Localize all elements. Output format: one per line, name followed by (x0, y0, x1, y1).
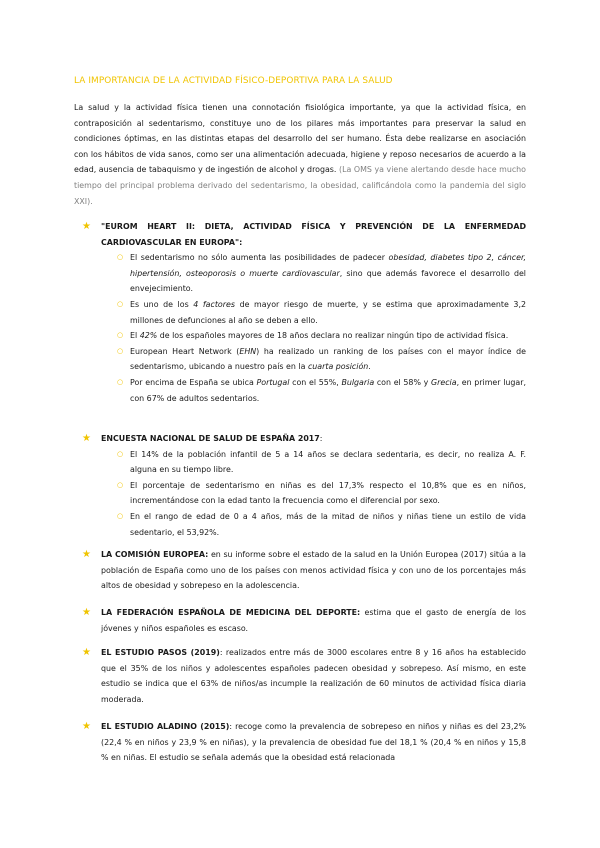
section-estudio-aladino: ★ EL ESTUDIO ALADINO (2015): recoge como la prevalencia de sobrepeso en niños y niñas es del 23,2% (22,4 % en niños y 23,9 % en niñas), y la prevalencia de obesidad fue del 18,1 % (20,4 % en niños y 15,8 % en niñas. El estudio se señala además que la obesidad está relacionada (82, 721, 526, 763)
section-estudio-pasos: ★ EL ESTUDIO PASOS (2019): realizados entre más de 3000 escolares entre 8 y 16 años ha establecido que el 35% de los niños y adolescentes españoles padecen obesidad y sobrepeso. Así mismo, en este estudio se indica que el 63% de niños/as incumple la realización de 60 minutos de actividad física diaria moderada. (82, 647, 526, 704)
circle-icon: ○ (117, 511, 124, 520)
section-comision-europea: ★ LA COMISIÓN EUROPEA: en su informe sobre el estado de la salud en la Unión Europea (2017) sitúa a la población de España como uno de los países con menos actividad física y con uno de los porcentajes más altos de obesidad y sobrepeso en la adolescencia. (82, 549, 526, 591)
star-icon: ★ (82, 221, 91, 232)
section-federacion: ★ LA FEDERACIÓN ESPAÑOLA DE MEDICINA DEL DEPORTE: estima que el gasto de energía de los jóvenes y niños españoles es escaso. (82, 607, 526, 633)
circle-icon: ○ (117, 331, 124, 340)
circle-icon: ○ (117, 377, 124, 386)
star-icon: ★ (82, 549, 91, 560)
section-eurom-heart (74, 219, 526, 406)
circle-icon: ○ (117, 449, 124, 458)
section-heading: LA COMISIÓN EUROPEA: (101, 550, 209, 559)
circle-icon: ○ (117, 299, 124, 308)
list-item: ○ En el rango de edad de 0 a 4 años, más de la mitad de niños y niñas tiene un estilo de vida sedentario, el 53,92%. (74, 509, 526, 540)
star-icon: ★ (82, 607, 91, 618)
intro-text: La salud y la actividad física tienen una connotación fisiológica importante, ya que la actividad física, en contraposición al sedentarismo, constituye uno de los pilares más importantes para preservar la salud en condiciones óptimas, en las distintas etapas del desarrollo del ser humano. Ésta debe realizarse en asociación con los hábitos de vida sanos, como ser una alimentación adecuada, higiene y reposo necesarios de acuerdo a la edad, ausencia de tabaquismo y de ingestión de alcohol y drogas. (74, 103, 526, 175)
page-title: LA IMPORTANCIA DE LA ACTIVIDAD FÍSICO-DEPORTIVA PARA LA SALUD (74, 76, 393, 86)
list-item: ○ El porcentaje de sedentarismo en niñas es del 17,3% respecto el 10,8% que es en niños, incrementándose con la edad tanto la frecuencia como el diferencial por sexo. (74, 478, 526, 509)
circle-icon: ○ (117, 480, 124, 489)
star-icon: ★ (82, 721, 91, 732)
star-icon: ★ (82, 433, 91, 444)
circle-icon: ○ (117, 346, 124, 355)
list-item: ○ Es uno de los 4 factores de mayor riesgo de muerte, y se estima que aproximadamente 3,2 millones de defunciones al año se deben a ello. (74, 297, 526, 328)
section-encuesta-nacional: ★ ENCUESTA NACIONAL DE SALUD DE ESPAÑA 2017: ○ El 14% de la población infantil de 5 a 14 años se declara sedentaria, es decir, no realiza A. F. alguna en su tiempo libre. ○ El porcentaje de sedentarismo en niñas es del 17,3% respecto el 10,8% que es en niños, incrementándose con la edad tanto la frecuencia como el diferencial por sexo. ○ En el rango de edad de 0 a 4 años, más de la mitad de niños y niñas tiene un estilo de vida sedentario, el 53,92%. (74, 431, 526, 540)
section-heading: LA FEDERACIÓN ESPAÑOLA DE MEDICINA DEL DEPORTE: (101, 608, 361, 617)
section-heading: EL ESTUDIO PASOS (2019) (101, 648, 220, 657)
list-item: ○ European Heart Network (EHN) ha realizado un ranking de los países con el mayor índice de sedentarismo, ubicando a nuestro país en la cuarta posición. (74, 344, 526, 375)
star-icon: ★ (82, 647, 91, 658)
list-item: ○ El 14% de la población infantil de 5 a 14 años se declara sedentaria, es decir, no realiza A. F. alguna en su tiempo libre. (74, 447, 526, 478)
sub-list (74, 250, 526, 406)
list-item: ○ Por encima de España se ubica Portugal con el 55%, Bulgaria con el 58% y Grecia, en primer lugar, con 67% de adultos sedentarios. (74, 375, 526, 406)
circle-icon: ○ (117, 253, 124, 262)
intro-note: (La OMS ya viene alertando desde hace mucho tiempo del principal problema derivado del sedentarismo, la obesidad, calificándola como la pandemia del siglo XXI). (74, 165, 526, 206)
section-heading: EL ESTUDIO ALADINO (2015) (101, 722, 230, 731)
section-heading: ENCUESTA NACIONAL DE SALUD DE ESPAÑA 2017 (101, 434, 320, 443)
intro-paragraph (74, 100, 526, 209)
list-item: ○ El 42% de los españoles mayores de 18 años declara no realizar ningún tipo de actividad física. (74, 328, 526, 344)
sub-list (74, 447, 526, 541)
section-heading: "EUROM HEART II: DIETA, ACTIVIDAD FÍSICA Y PREVENCIÓN DE LA ENFERMEDAD CARDIOVASCULAR EN EUROPA": (101, 222, 526, 247)
list-item: ○ El sedentarismo no sólo aumenta las posibilidades de padecer obesidad, diabetes tipo 2, cáncer, hipertensión, osteoporosis o muerte cardiovascular, sino que además favorece el desarrollo del envejecimiento. (74, 250, 526, 297)
